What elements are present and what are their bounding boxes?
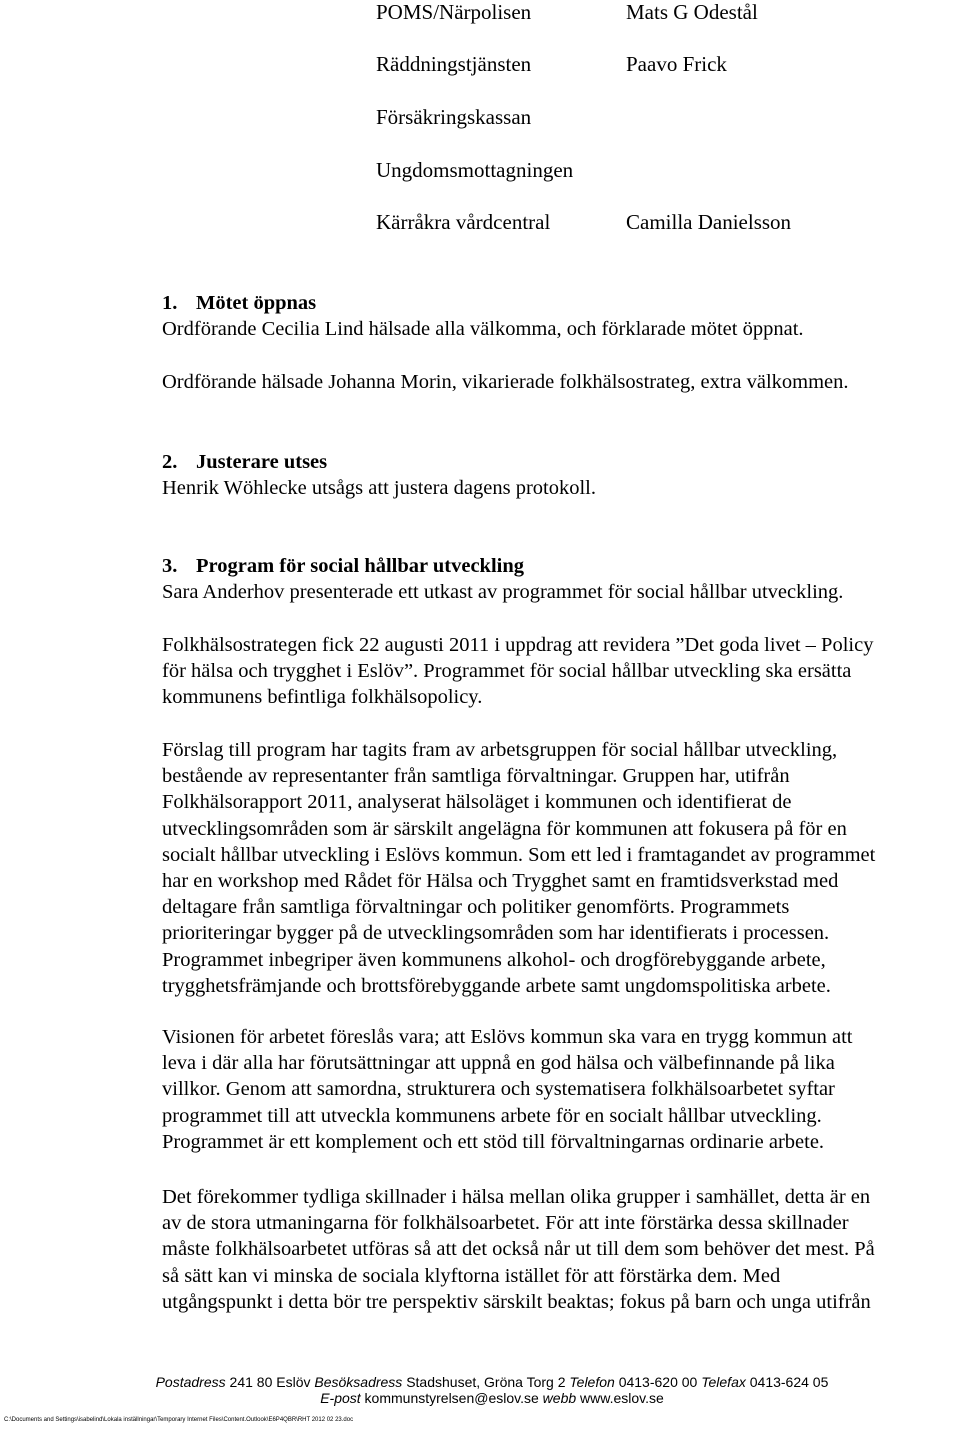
- paragraph-line: prioriteringar bygger på de utvecklingsområden som har identifierats i processen.: [162, 922, 830, 945]
- paragraph-line: Folkhälsorapport 2011, analyserat hälsoläget i kommunen och identifierat de: [162, 791, 792, 814]
- paragraph-line: Henrik Wöhlecke utsågs att justera dagens protokoll.: [162, 477, 596, 500]
- website-address: www.eslov.se: [580, 1390, 664, 1406]
- section-heading: [162, 449, 960, 475]
- paragraph-line: så sätt kan vi minska de sociala klyftorna istället för att förstärka dem. Med: [162, 1264, 781, 1287]
- paragraph: [162, 632, 960, 711]
- section-title: Mötet öppnas: [196, 292, 317, 314]
- paragraph-line: utvecklingsområden som är särskilt angelägna för kommunen att fokusera på för en: [162, 817, 847, 840]
- paragraph-line: programmet till att utveckla kommunens arbete för en socialt hållbar utveckling.: [162, 1104, 822, 1127]
- paragraph-line: Folkhälsostrategen fick 22 augusti 2011 i uppdrag att revidera ”Det goda livet – Policy: [162, 634, 874, 656]
- paragraph-line: trygghetsfrämjande och brottsförebyggande arbete samt ungdomspolitiska arbete.: [162, 974, 831, 997]
- paragraph-line: villkor. Genom att samordna, strukturera och systematisera folkhälsoarbetet syftar: [162, 1078, 835, 1101]
- section-social-program: [162, 553, 960, 605]
- file-path: C:\Documents and Settings\isabelind\Lokala inställningar\Temporary Internet Files\Content.Outlook\E6P4QBR\RHT 2012 02 23.doc: [4, 1417, 354, 1423]
- paragraph-line: deltagare från samtliga förvaltningar och politiker genomförts. Programmets: [162, 896, 790, 919]
- fax-number: 0413-624 05: [749, 1374, 829, 1390]
- footer-label: Besöksadress: [314, 1374, 403, 1390]
- section-opening-paragraph: [162, 369, 960, 395]
- section-adjusters: [162, 449, 960, 501]
- paragraph-line: kommunens befintliga folkhälsopolicy.: [162, 686, 483, 709]
- section-number: 2.: [162, 451, 178, 473]
- section-heading: [162, 553, 960, 579]
- paragraph-line: Ordförande hälsade Johanna Morin, vikarierade folkhälsostrateg, extra välkommen.: [162, 371, 849, 393]
- footer-label: E-post: [320, 1390, 361, 1406]
- paragraph-line: utgångspunkt i detta bör tre perspektiv särskilt beaktas; fokus på barn och unga utifrån: [162, 1290, 871, 1313]
- attendee-organization: Ungdomsmottagningen: [376, 158, 574, 182]
- footer-address-line: [0, 1374, 960, 1391]
- paragraph-line: har en workshop med Rådet för Hälsa och Trygghet samt en framtidsverkstad med: [162, 870, 839, 893]
- section-title: Program för social hållbar utveckling: [196, 555, 524, 577]
- paragraph-line: Sara Anderhov presenterade ett utkast av programmet för social hållbar utveckling.: [162, 581, 844, 604]
- footer-label: Telefax: [701, 1374, 746, 1390]
- footer-label: Telefon: [569, 1374, 615, 1390]
- paragraph-line: Ordförande Cecilia Lind hälsade alla välkomma, och förklarade mötet öppnat.: [162, 318, 804, 341]
- attendee-person: Paavo Frick: [626, 52, 727, 76]
- footer-label: webb: [542, 1390, 577, 1406]
- paragraph-line: Förslag till program har tagits fram av arbetsgruppen för social hållbar utveckling,: [162, 739, 838, 761]
- paragraph: [162, 737, 960, 999]
- paragraph-line: Programmet är ett komplement och ett stöd till förvaltningarnas ordinarie arbete.: [162, 1130, 825, 1153]
- section-number: 1.: [162, 292, 178, 314]
- paragraph-line: bestående av representanter från samtliga förvaltningar. Gruppen har, utifrån: [162, 765, 790, 788]
- section-heading: [162, 290, 960, 316]
- attendee-organization: Räddningstjänsten: [376, 52, 532, 76]
- attendee-organization: POMS/Närpolisen: [376, 0, 532, 24]
- paragraph-line: leva i där alla har förutsättningar att uppnå en god hälsa och välbefinnande på lika: [162, 1052, 835, 1075]
- section-title: Justerare utses: [196, 451, 328, 473]
- postal-address: 241 80 Eslöv: [229, 1374, 311, 1390]
- section-opening: [162, 290, 960, 342]
- paragraph: [162, 1184, 960, 1315]
- email-address: kommunstyrelsen@eslov.se: [364, 1390, 539, 1406]
- attendee-person: Mats G Odestål: [626, 0, 758, 24]
- paragraph-line: Det förekommer tydliga skillnader i hälsa mellan olika grupper i samhället, detta är en: [162, 1186, 871, 1208]
- attendee-person: Camilla Danielsson: [626, 210, 792, 234]
- footer-label: Postadress: [155, 1374, 226, 1390]
- footer-contact-line: [0, 1390, 960, 1407]
- attendee-organization: Kärråkra vårdcentral: [376, 210, 551, 234]
- paragraph-line: av de stora utmaningarna för folkhälsoarbetet. För att inte förstärka dessa skillnader: [162, 1212, 849, 1235]
- paragraph-line: Visionen för arbetet föreslås vara; att Eslövs kommun ska vara en trygg kommun att: [162, 1026, 853, 1048]
- section-number: 3.: [162, 555, 178, 577]
- phone-number: 0413-620 00: [618, 1374, 698, 1390]
- paragraph-line: socialt hållbar utveckling i Eslövs kommun. Som ett led i framtagandet av programmet: [162, 843, 876, 866]
- visiting-address: Stadshuset, Gröna Torg 2: [406, 1374, 566, 1390]
- paragraph-line: Programmet inbegriper även kommunens alkohol- och drogförebyggande arbete,: [162, 948, 826, 971]
- paragraph: [162, 1024, 960, 1155]
- paragraph-line: för hälsa och trygghet i Eslöv”. Programmet för social hållbar utveckling ska ersätta: [162, 660, 852, 683]
- paragraph-line: måste folkhälsoarbetet utföras så att det också når ut till dem som behöver det mest. På: [162, 1238, 875, 1261]
- attendee-organization: Försäkringskassan: [376, 105, 532, 129]
